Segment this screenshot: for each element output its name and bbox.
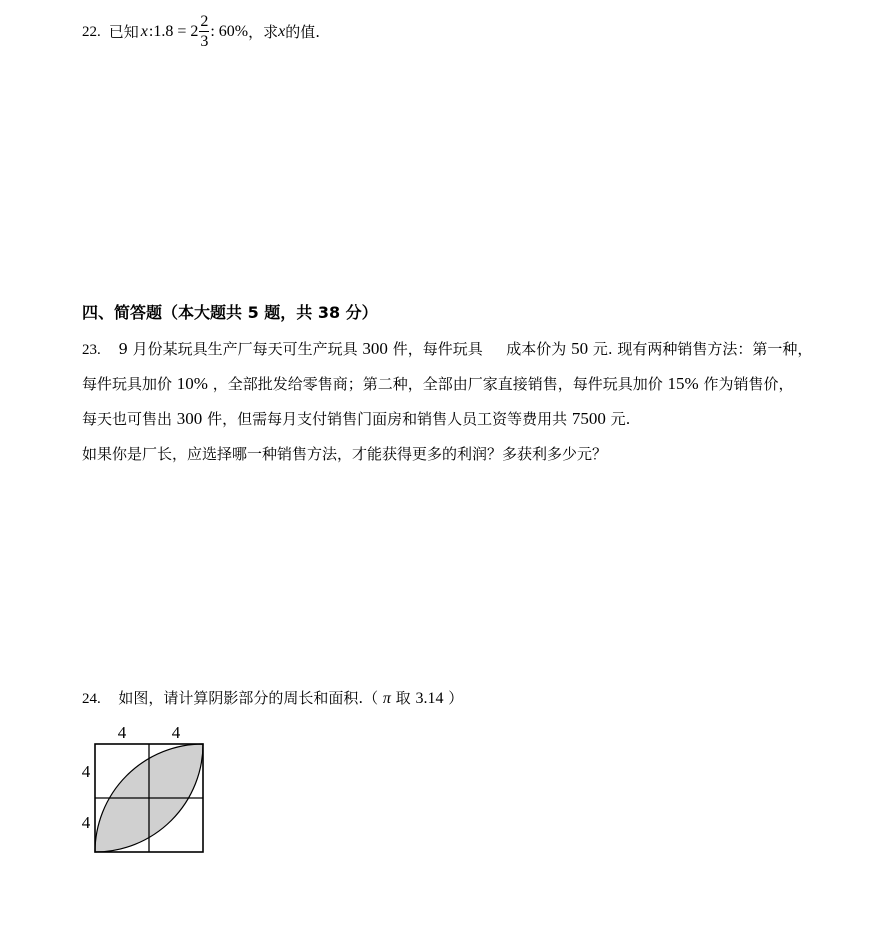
question-text: 作为销售价，	[703, 375, 794, 393]
number-value: 7500	[571, 409, 606, 428]
number-value: 50	[571, 339, 589, 358]
variable-x: x	[278, 23, 286, 40]
dimension-label-side-bottom: 4	[81, 813, 91, 832]
question-24	[82, 691, 463, 707]
question-23-line-4: 如果你是厂长，应选择哪一种销售方法，才能获得更多的利润？多获利多少元？	[82, 445, 608, 463]
question-text: 每件玩具加价	[82, 375, 173, 393]
question-number: 24.	[82, 691, 101, 707]
geometry-figure	[76, 718, 216, 862]
pi-symbol: π	[382, 690, 391, 707]
dimension-label-top-left: 4	[117, 723, 127, 742]
question-text: 取	[395, 689, 411, 707]
number-value: 300	[176, 409, 203, 428]
question-text: ，求	[248, 22, 279, 41]
number-value: 10%	[176, 374, 208, 393]
grid-figure-svg	[76, 718, 216, 858]
question-text: ）	[448, 689, 464, 707]
dimension-label-side-top: 4	[81, 762, 91, 781]
question-23-line-2	[82, 375, 794, 392]
number-value: 15%	[667, 374, 699, 393]
question-text: 元.	[610, 410, 631, 428]
ratio-right: : 60%	[210, 23, 249, 40]
number-value: 300	[362, 339, 388, 358]
question-22	[82, 12, 320, 52]
question-text: 9 月份某玩具生产厂每天可生产玩具	[118, 340, 358, 358]
fraction	[199, 14, 209, 50]
variable-x: x	[140, 23, 148, 40]
section-heading: 四、简答题（本大题共 5 题，共 38 分）	[82, 303, 378, 322]
question-text: 的值.	[285, 22, 321, 41]
ratio-left: :1.8 =	[148, 23, 187, 40]
fraction-denominator: 3	[200, 33, 209, 50]
question-23-line-3	[82, 410, 630, 427]
mixed-number-whole: 2	[190, 23, 199, 40]
question-number: 23.	[82, 342, 101, 358]
question-number: 22.	[82, 23, 101, 40]
question-text: 元. 现有两种销售方法：第一种，	[592, 340, 813, 358]
question-text: 每天也可售出	[82, 410, 173, 428]
question-23-line-1	[82, 340, 812, 358]
question-text: 件，每件玩具	[392, 340, 483, 358]
question-text: 如图，请计算阴影部分的周长和面积.（	[118, 689, 379, 707]
pi-value: 3.14	[415, 690, 444, 707]
question-text: ，全部批发给零售商；第二种，全部由厂家直接销售，每件玩具加价	[212, 375, 663, 393]
dimension-label-top-right: 4	[171, 723, 181, 742]
fraction-numerator: 2	[200, 13, 209, 30]
question-text: 成本价为	[506, 340, 567, 358]
question-text: 件，但需每月支付销售门面房和销售人员工资等费用共	[207, 410, 568, 428]
question-text: 已知	[108, 22, 139, 41]
